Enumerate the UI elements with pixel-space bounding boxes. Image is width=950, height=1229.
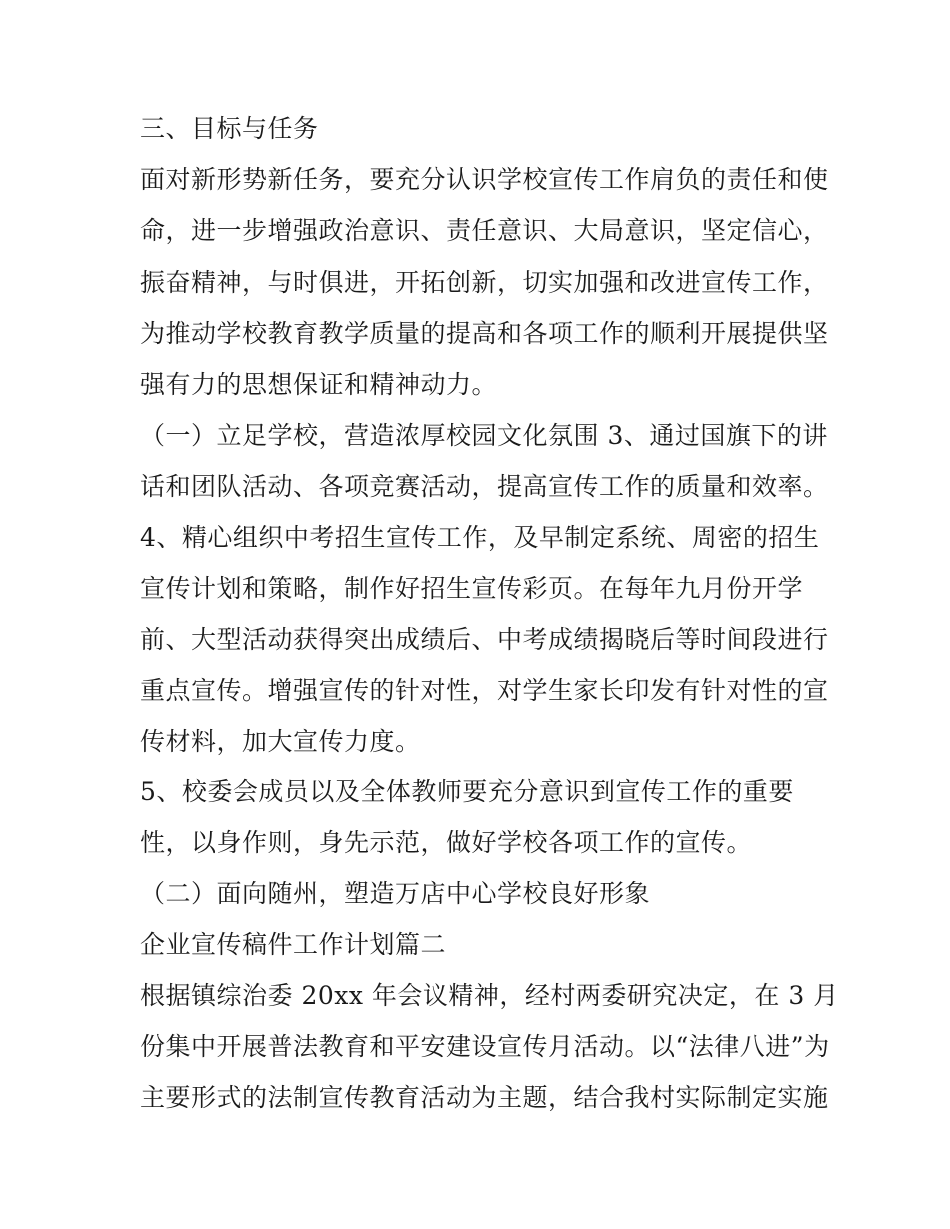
article-title: 企业宣传稿件工作计划篇二 [140, 930, 447, 959]
text-line: 面对新形势新任务，要充分认识学校宣传工作肩负的责任和使 [140, 165, 829, 194]
subsection-heading: （二）面向随州，塑造万店中心学校良好形象 [140, 879, 651, 908]
text-line: 强有力的思想保证和精神动力。 [140, 370, 498, 399]
text-line: （一）立足学校，营造浓厚校园文化氛围 3、通过国旗下的讲 [140, 421, 828, 450]
text-line: 传材料，加大宣传力度。 [140, 727, 421, 756]
text-line: 份集中开展普法教育和平安建设宣传月活动。以“法律八进”为 [140, 1032, 830, 1061]
text-line: 根据镇综治委 20xx 年会议精神，经村两委研究决定，在 3 月 [140, 981, 839, 1010]
text-line: 5、校委会成员以及全体教师要充分意识到宣传工作的重要 [140, 777, 794, 806]
text-line: 4、精心组织中考招生宣传工作，及早制定系统、周密的招生 [140, 523, 820, 552]
text-line: 为推动学校教育教学质量的提高和各项工作的顺利开展提供坚 [140, 319, 829, 348]
text-line: 振奋精神，与时俱进，开拓创新，切实加强和改进宣传工作， [140, 268, 829, 297]
text-line: 主要形式的法制宣传教育活动为主题，结合我村实际制定实施 [140, 1083, 829, 1112]
text-line: 宣传计划和策略，制作好招生宣传彩页。在每年九月份开学 [140, 574, 804, 603]
section-heading: 三、目标与任务 [140, 114, 319, 143]
text-line: 前、大型活动获得突出成绩后、中考成绩揭晓后等时间段进行 [140, 625, 829, 654]
text-line: 命，进一步增强政治意识、责任意识、大局意识，坚定信心， [140, 216, 829, 245]
text-line: 性，以身作则，身先示范，做好学校各项工作的宣传。 [140, 828, 753, 857]
text-line: 重点宣传。增强宣传的针对性，对学生家长印发有针对性的宣 [140, 676, 829, 705]
text-line: 话和团队活动、各项竞赛活动，提高宣传工作的质量和效率。 [140, 472, 829, 501]
